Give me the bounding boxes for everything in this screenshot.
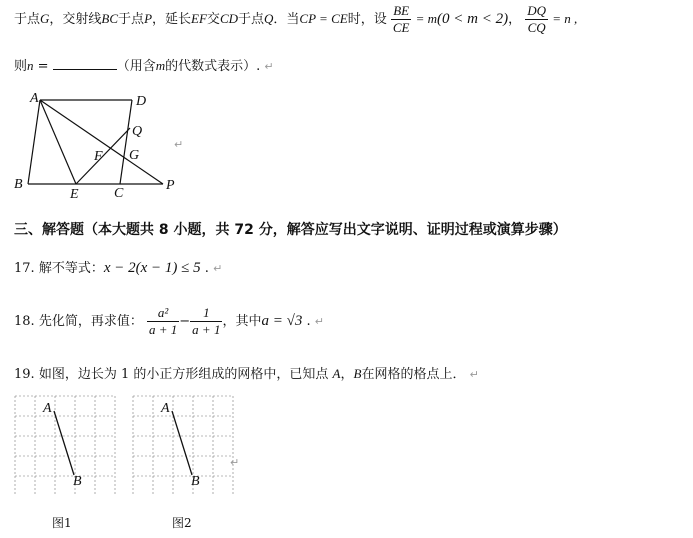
question-17 <box>14 257 222 277</box>
period: . <box>204 261 209 276</box>
answer-blank[interactable] <box>53 57 117 70</box>
text: ，交射线 <box>49 12 102 27</box>
text: 时，设 <box>347 12 387 27</box>
question-number: 19. <box>14 367 35 382</box>
label-a: A <box>30 91 39 106</box>
label-f: F <box>94 149 103 164</box>
question-text: 如图，边长为 1 的小正方形组成的网格中，已知点 <box>38 367 329 382</box>
equals-m: = m <box>415 11 438 26</box>
figure-caption-1: 图1 <box>52 516 72 530</box>
return-mark-icon: ↵ <box>469 368 479 381</box>
segment-bc: BC <box>101 11 119 26</box>
label-q: Q <box>132 124 143 139</box>
condition: CP = CE <box>299 11 348 26</box>
return-mark-icon: ↵ <box>213 262 223 275</box>
grid-figure-2 <box>132 395 234 495</box>
range-of-m: (0 < m < 2) <box>437 11 509 27</box>
point-p: P <box>144 11 153 26</box>
text: ，其中 <box>222 314 262 329</box>
problem-line-2 <box>14 55 274 74</box>
return-mark-icon: ↵ <box>174 138 184 151</box>
text: 于点 <box>14 12 41 27</box>
text: 则 <box>14 59 28 74</box>
label-b: B <box>73 474 82 489</box>
text: 于点 <box>238 12 265 27</box>
segment-ab <box>172 411 192 475</box>
question-text: 解不等式： <box>38 261 104 276</box>
question-text: 先化简，再求值： <box>38 314 143 329</box>
side-ab <box>28 100 40 184</box>
value-of-a: a = √3 <box>261 313 303 329</box>
problem-line-1 <box>14 2 577 36</box>
fraction-a2: $\frac{\text{a²}}{a + 1}$ <box>148 305 178 337</box>
text: = <box>33 59 53 74</box>
var-m: m <box>155 58 166 73</box>
inequality: x − 2(x − 1) ≤ 5 <box>103 260 201 276</box>
text: 于点 <box>118 12 145 27</box>
label-c: C <box>114 186 124 200</box>
question-number: 18. <box>14 314 35 329</box>
fraction-be-ce: $\frac{BE}{CE}$ <box>392 3 410 35</box>
return-mark-icon: ↵ <box>230 456 240 469</box>
text: 的代数式表示）. <box>165 59 261 74</box>
var-n: n <box>27 58 34 73</box>
text: ．当 <box>273 12 300 27</box>
text: 交 <box>206 12 220 27</box>
segment-cd: CD <box>219 11 238 26</box>
label-e: E <box>70 187 79 200</box>
equals-n: = n , <box>552 11 578 26</box>
fraction-dq-cq: $\frac{DQ}{CQ}$ <box>527 3 547 35</box>
label-a: A <box>161 401 170 416</box>
question-18 <box>14 299 324 343</box>
label-d: D <box>136 94 147 109</box>
point-b: B <box>353 366 362 381</box>
point-a: A <box>332 366 341 381</box>
fraction-1: $\frac{1}{a + 1}$ <box>192 305 221 337</box>
return-mark-icon: ↵ <box>314 315 324 328</box>
question-text: 在网格的格点上． <box>361 367 466 382</box>
grid-figure-1 <box>14 395 116 495</box>
period: . <box>306 314 311 329</box>
segment-ab <box>54 411 74 475</box>
question-number: 17. <box>14 261 35 276</box>
label-g: G <box>129 148 140 163</box>
label-b: B <box>14 177 23 192</box>
point-q: Q <box>264 11 274 26</box>
text: ，延长 <box>152 12 192 27</box>
figure-caption-2: 图2 <box>172 516 192 530</box>
label-a: A <box>43 401 52 416</box>
return-mark-icon: ↵ <box>264 60 274 73</box>
point-g: G <box>40 11 50 26</box>
label-b: B <box>191 474 200 489</box>
geometry-figure <box>8 88 193 200</box>
section-heading: 三、解答题（本大题共 8 小题，共 72 分，解答应写出文字说明、证明过程或演算步骤） <box>14 222 567 238</box>
separator: ， <box>340 367 354 382</box>
question-19 <box>14 363 479 382</box>
label-p: P <box>166 178 175 193</box>
minus-sign: − <box>179 314 191 329</box>
side-dc <box>120 100 132 184</box>
segment-ef: EF <box>191 11 207 26</box>
comma: ， <box>508 12 522 27</box>
text: （用含 <box>116 59 156 74</box>
